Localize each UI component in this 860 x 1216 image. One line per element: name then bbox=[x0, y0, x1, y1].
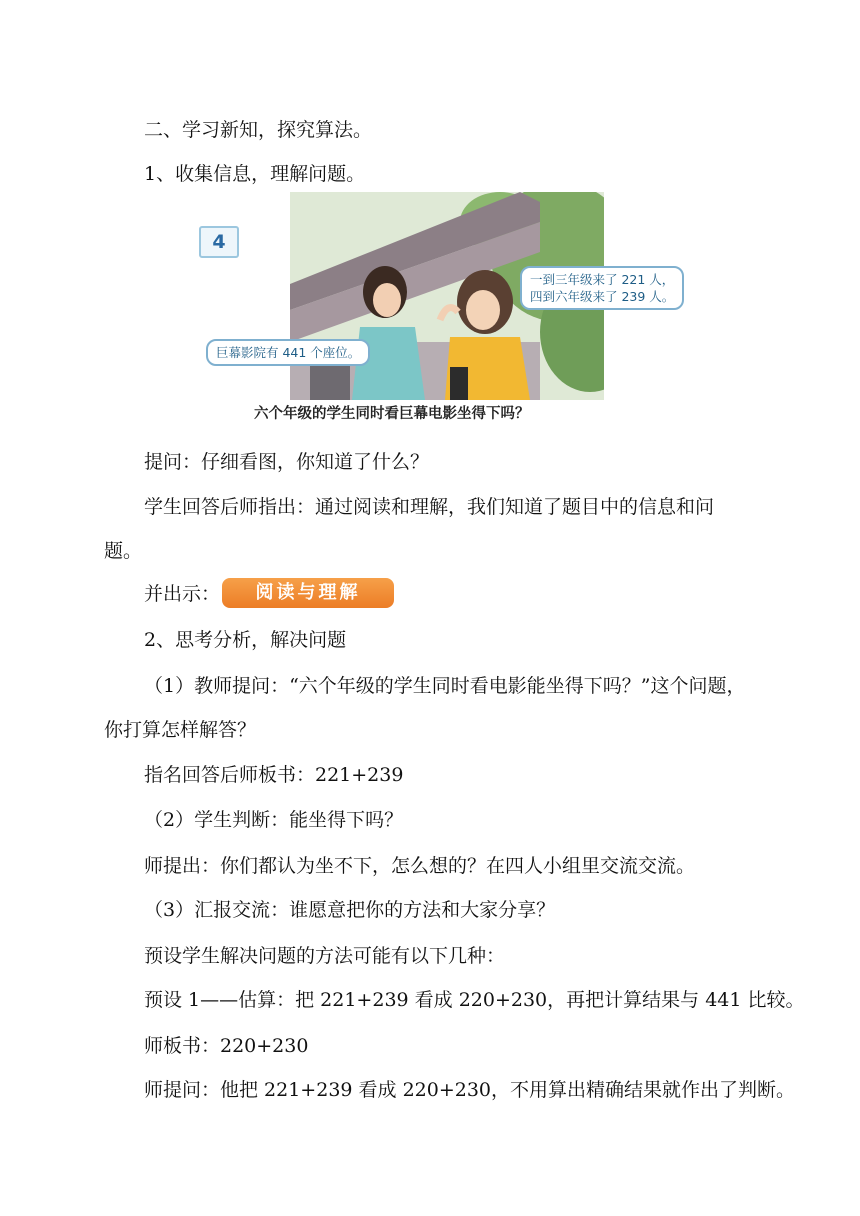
teacher-summary-line-1: 学生回答后师指出：通过阅读和理解，我们知道了题目中的信息和问 bbox=[144, 496, 715, 518]
question-text: 提问：仔细看图，你知道了什么？ bbox=[144, 451, 430, 473]
speech-bubble-right bbox=[520, 266, 684, 310]
example-number-badge: 4 bbox=[199, 226, 239, 258]
illustration-caption: 六个年级的学生同时看巨幕电影坐得下吗？ bbox=[254, 405, 530, 422]
preset-1-estimate: 预设 1——估算：把 221+239 看成 220+230，再把计算结果与 441 比较。 bbox=[144, 989, 805, 1011]
heading-step-1: 1、收集信息，理解问题。 bbox=[144, 163, 366, 185]
reading-understanding-tag: 阅读与理解 bbox=[222, 578, 394, 608]
teacher-prompt: 师提出：你们都认为坐不下，怎么想的？在四人小组里交流交流。 bbox=[144, 855, 696, 877]
teacher-follow-up: 师提问：他把 221+239 看成 220+230，不用算出精确结果就作出了判断。 bbox=[144, 1079, 796, 1101]
teacher-summary-line-2: 题。 bbox=[104, 540, 143, 562]
report-exchange: （3）汇报交流：谁愿意把你的方法和大家分享？ bbox=[144, 899, 556, 921]
board-writing-estimate: 师板书：220+230 bbox=[144, 1035, 309, 1057]
bubble-right-line-1: 一到三年级来了 221 人， bbox=[530, 272, 675, 287]
preset-methods-intro: 预设学生解决问题的方法可能有以下几种： bbox=[144, 945, 506, 967]
teacher-question-line-1: （1）教师提问：“六个年级的学生同时看电影能坐得下吗？”这个问题， bbox=[144, 675, 746, 697]
board-writing-sum: 指名回答后师板书：221+239 bbox=[144, 764, 404, 786]
student-judgement: （2）学生判断：能坐得下吗？ bbox=[144, 809, 404, 831]
textbook-illustration bbox=[196, 192, 675, 424]
speech-bubble-left: 巨幕影院有 441 个座位。 bbox=[206, 339, 370, 366]
bubble-right-line-2: 四到六年级来了 239 人。 bbox=[530, 289, 675, 304]
heading-step-2: 2、思考分析，解决问题 bbox=[144, 629, 347, 651]
teacher-question-line-2: 你打算怎样解答？ bbox=[104, 719, 257, 741]
show-label: 并出示： bbox=[144, 583, 221, 605]
heading-section-2: 二、学习新知，探究算法。 bbox=[144, 119, 373, 141]
